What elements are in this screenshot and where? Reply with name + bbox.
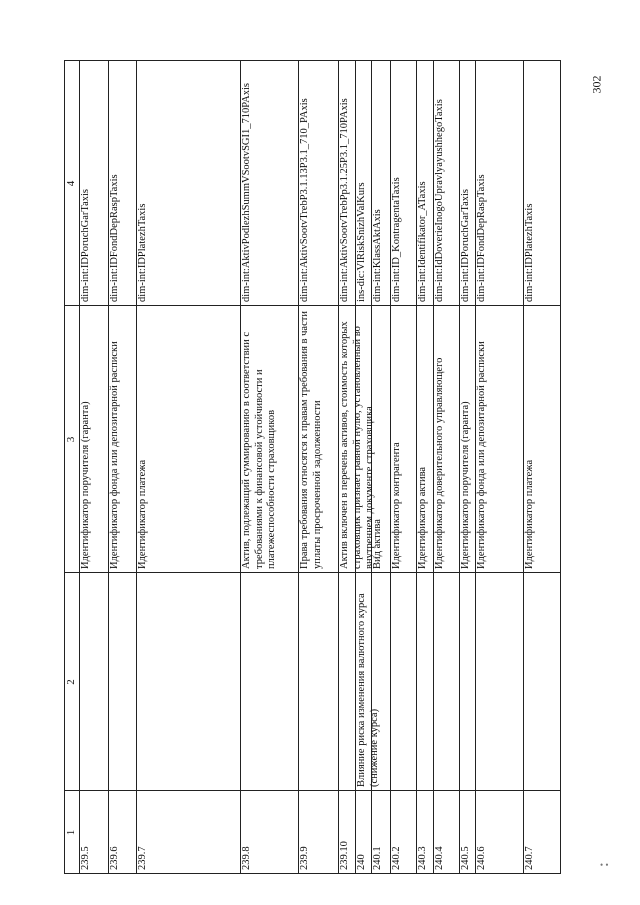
cell-text [299,575,338,789]
cell-text [372,575,390,789]
table-cell [80,61,108,305]
table-header-cell [65,306,79,572]
cell-text: dim-int:IDPlatezhTaxis [524,203,535,302]
table-cell [417,573,433,790]
table-header-cell [65,61,79,305]
cell-text: Идентификатор доверительного управляющего [434,357,445,569]
table-header-cell [65,573,79,790]
table-cell [241,306,298,572]
header-label: 4 [65,180,77,187]
table-cell [460,306,475,572]
table-cell [524,791,560,873]
table-cell [339,573,355,790]
cell-text: Идентификатор поручителя (гаранта) [80,401,91,569]
cell-text [339,575,355,789]
table-cell [137,791,240,873]
table-cell [391,61,416,305]
table-cell [109,573,136,790]
table-cell [339,61,355,305]
cell-text: Актив, подлежащий суммированию в соответствии с требованиями к финансовой устойчивости и платежеспособности страховщиков [241,331,277,569]
cell-text: dim-int:IDFondDepRaspTaxis [476,174,487,302]
table-cell [372,306,390,572]
cell-text: dim-int:AktivSootvTrebP3.1.13P3.1_710_PAxis [299,98,310,302]
header-label: 2 [65,679,77,685]
table-cell [109,791,136,873]
cell-text: Идентификатор фонда или депозитарной расписки [476,341,487,569]
table-cell [109,306,136,572]
cell-text: Влияние риска изменения валютного курса (снижение курса) [356,593,380,787]
cell-text: Вид актива [372,519,383,569]
table-cell [434,306,459,572]
cell-text [80,575,108,789]
cell-text: 240.6 [476,846,487,870]
table-cell [241,573,298,790]
cell-text [460,575,475,789]
table-cell [524,306,560,572]
row-divider [560,60,561,873]
cell-text: dim-int:AktivSootvTrebPp3.1.25P3.1_710PAxis [339,98,350,302]
cell-text [109,575,136,789]
cell-text: dim-int:IDPlatezhTaxis [137,203,148,302]
cell-text: 239.8 [241,846,252,870]
table-cell [417,306,433,572]
cell-text: 239.9 [299,846,310,870]
table-cell [80,573,108,790]
column-divider [64,873,561,874]
table-cell [109,61,136,305]
table-cell [460,61,475,305]
margin-mark: • • [600,860,609,870]
cell-text [241,575,298,789]
cell-text: 239.7 [137,846,148,870]
cell-text [391,575,416,789]
table-cell [391,306,416,572]
table-cell [417,61,433,305]
table-cell [299,306,338,572]
cell-text: dim-int:KlassAktAxis [372,209,383,302]
table-cell [417,791,433,873]
table-cell [476,573,523,790]
cell-text: 240 [356,854,367,870]
cell-text: 240.3 [417,846,428,870]
cell-text: dim-int:IDFondDepRaspTaxis [109,174,120,302]
cell-text [417,575,433,789]
cell-text: Идентификатор контрагента [391,442,402,569]
table-cell [391,573,416,790]
table-cell [356,306,371,572]
table-cell [299,573,338,790]
table-cell [476,791,523,873]
table-cell [391,791,416,873]
cell-text: Идентификатор фонда или депозитарной расписки [109,341,120,569]
cell-text: Идентификатор платежа [524,459,535,569]
cell-text: Права требования относятся к правам требования в части уплаты просроченной задолженности [299,311,323,569]
cell-text: 240.1 [372,846,383,870]
cell-text: 239.6 [109,846,120,870]
table-cell [476,306,523,572]
table-cell [524,61,560,305]
cell-text: 240.7 [524,846,535,870]
table-cell [434,791,459,873]
header-label: 3 [65,436,77,443]
cell-text: Идентификатор актива [417,466,428,569]
table-cell [299,791,338,873]
cell-text: 239.5 [80,846,91,870]
header-label: 1 [65,829,77,836]
cell-text: 240.2 [391,846,402,870]
table-cell [137,306,240,572]
cell-text: dim-int:Identifikator_ATaxis [417,181,428,302]
cell-text [434,575,459,789]
page-number: 302 [589,75,604,93]
table-cell [524,573,560,790]
cell-text: 240.4 [434,846,445,870]
cell-text: 239.10 [339,841,350,870]
table-cell [339,791,355,873]
table-cell [339,306,375,572]
cell-text: Идентификатор поручителя (гаранта) [460,401,471,569]
table-header-cell [65,791,79,873]
table-cell [137,61,240,305]
table-cell [80,306,108,572]
table-cell [460,573,475,790]
table-cell [299,61,338,305]
table-cell [80,791,108,873]
table-cell [434,61,459,305]
cell-text: dim-int:IDPoruchGarTaxis [80,189,91,302]
table-cell [356,791,371,873]
cell-text: 240.5 [460,846,471,870]
table-cell [372,61,390,305]
table-cell [460,791,475,873]
table-cell [372,573,390,790]
table-cell [434,573,459,790]
cell-text [137,575,240,789]
cell-text: dim-int:ID_KontragentaTaxis [391,177,402,302]
cell-text [356,308,371,571]
table-cell [372,791,390,873]
cell-text: dim-int:IdDoverieInogoUpravlyayushhegoTaxis [434,99,445,302]
cell-text [476,575,523,789]
table-cell [241,791,298,873]
table-cell [476,61,523,305]
cell-text: dim-int:IDPoruchGarTaxis [460,189,471,302]
table-cell [356,61,371,305]
table-cell [356,573,380,790]
cell-text: Актив включен в перечень активов, стоимость которых страховщик признает равной нулю, установленный во внутреннем документе страховщика [339,321,375,569]
cell-text: dim-int:AktivPodlezhSummVSootvSGI1_710PAxis [241,83,252,302]
cell-text: Идентификатор платежа [137,459,148,569]
table-cell [137,573,240,790]
cell-text: ins-dic:VlRiskSnizhValKurs [356,182,367,302]
table-cell [241,61,298,305]
cell-text [524,575,560,789]
